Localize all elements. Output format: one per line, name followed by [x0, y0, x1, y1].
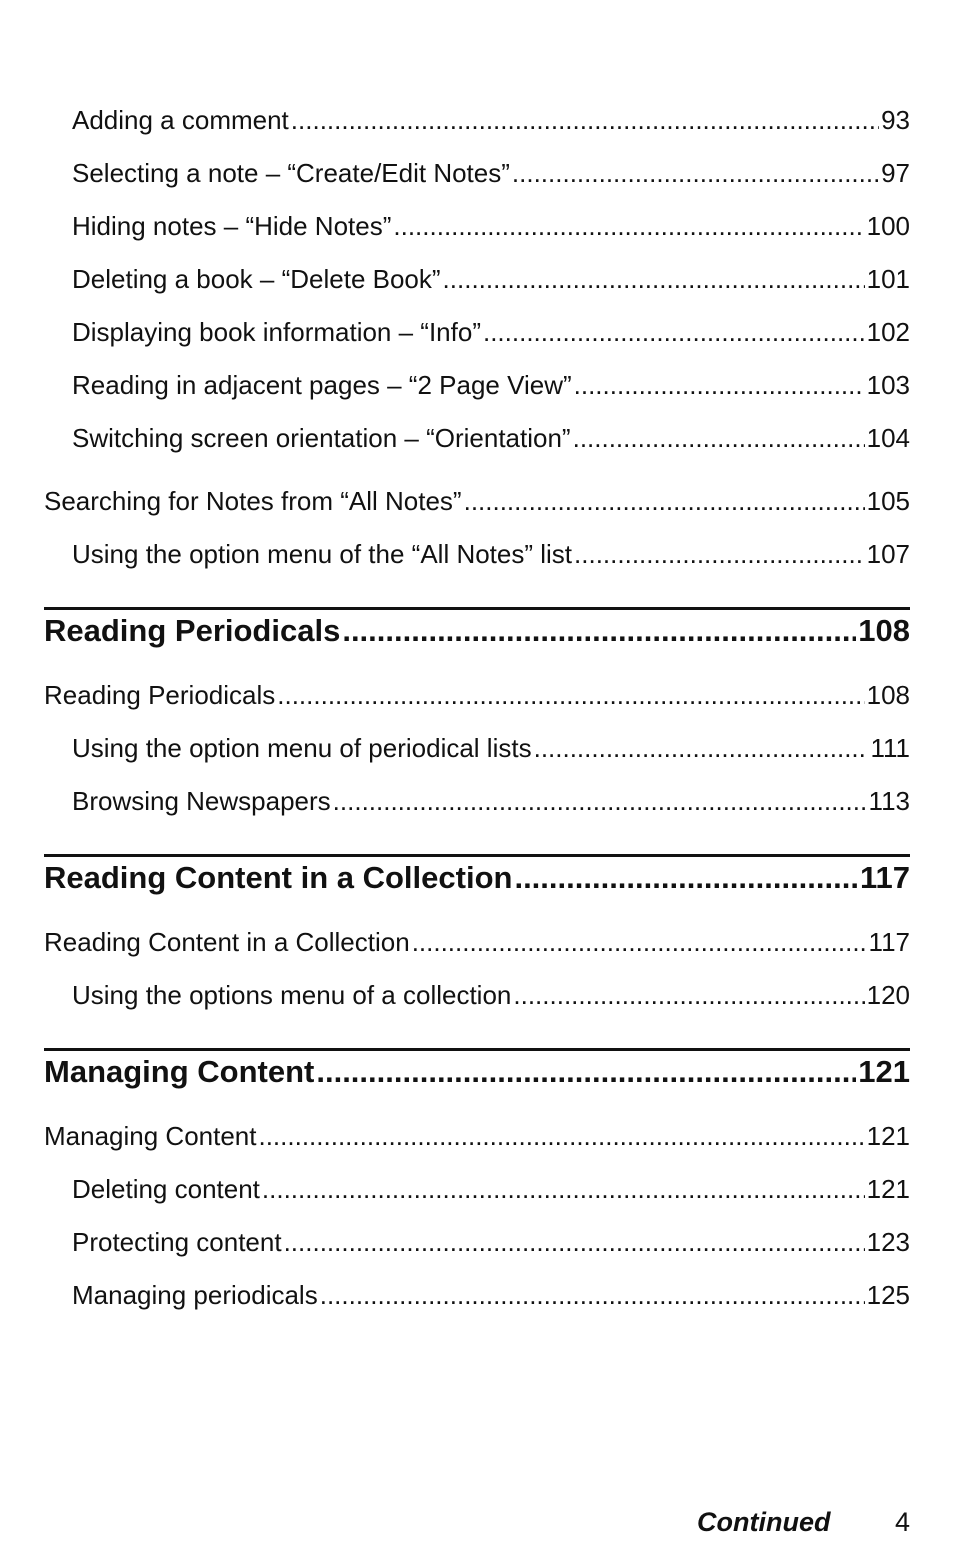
toc-entry-page: 97	[881, 158, 910, 188]
toc-entry	[44, 1121, 910, 1151]
toc-entry-page: 101	[866, 264, 910, 294]
toc-entry-page: 111	[870, 733, 910, 763]
toc-section-title: Reading Content in a Collection	[44, 860, 513, 895]
toc-entry-page: 108	[866, 680, 910, 710]
dot-leader	[258, 1121, 864, 1151]
dot-leader	[443, 264, 865, 294]
dot-leader	[320, 1280, 865, 1310]
toc-entry-title: Reading Periodicals	[44, 680, 276, 710]
continued-label: Continued	[697, 1507, 831, 1537]
toc-section-title: Reading Periodicals	[44, 613, 341, 648]
toc-entry-title: Using the options menu of a collection	[72, 980, 512, 1010]
toc-section-page: 108	[858, 613, 910, 648]
toc-entry-title: Using the option menu of periodical lists	[72, 733, 532, 763]
page-number: 4	[894, 1507, 910, 1537]
dot-leader	[342, 613, 856, 649]
dot-leader	[483, 317, 865, 347]
toc-entry-title: Browsing Newspapers	[72, 786, 331, 816]
toc-entry-title: Searching for Notes from “All Notes”	[44, 486, 462, 516]
toc-entry-page: 100	[866, 211, 910, 241]
section-rule	[44, 854, 910, 857]
toc-entry-page: 123	[866, 1227, 910, 1257]
toc-section-page: 121	[858, 1054, 910, 1089]
toc-entry-title: Managing periodicals	[72, 1280, 318, 1310]
toc-entry	[72, 370, 910, 400]
toc-entry-title: Adding a comment	[72, 105, 289, 135]
toc-entry-page: 93	[881, 105, 910, 135]
toc-entry-page: 103	[866, 370, 910, 400]
toc-section-title: Managing Content	[44, 1054, 315, 1089]
toc-entry	[72, 1280, 910, 1310]
toc-entry-page: 113	[868, 786, 910, 816]
toc-entry-title: Reading Content in a Collection	[44, 927, 410, 957]
dot-leader	[513, 980, 864, 1010]
dot-leader	[291, 105, 879, 135]
toc-entry-title: Hiding notes – “Hide Notes”	[72, 211, 392, 241]
toc-entry-title: Selecting a note – “Create/Edit Notes”	[72, 158, 510, 188]
toc-entry	[44, 680, 910, 710]
dot-leader	[573, 423, 865, 453]
toc-entry-page: 105	[866, 486, 910, 516]
toc-entry	[72, 158, 910, 188]
toc-entry-title: Deleting content	[72, 1174, 260, 1204]
toc-entry-page: 102	[866, 317, 910, 347]
toc-section-heading	[44, 860, 910, 896]
toc-entry-title: Displaying book information – “Info”	[72, 317, 481, 347]
dot-leader	[333, 786, 867, 816]
toc-entry	[72, 317, 910, 347]
dot-leader	[262, 1174, 865, 1204]
toc-entry	[72, 980, 910, 1010]
toc-entry	[44, 927, 910, 957]
section-rule	[44, 607, 910, 610]
dot-leader	[574, 370, 865, 400]
toc-entry-title: Deleting a book – “Delete Book”	[72, 264, 441, 294]
toc-entry	[72, 105, 910, 135]
dot-leader	[316, 1054, 856, 1090]
toc-entry	[72, 264, 910, 294]
dot-leader	[464, 486, 865, 516]
toc-entry-page: 107	[866, 539, 910, 569]
section-rule	[44, 1048, 910, 1051]
toc-entry-page: 117	[868, 927, 910, 957]
toc-entry-page: 120	[866, 980, 910, 1010]
toc-entry	[72, 423, 910, 453]
toc-entry-title: Protecting content	[72, 1227, 282, 1257]
toc-entry	[72, 1227, 910, 1257]
toc-entry-page: 121	[866, 1174, 910, 1204]
toc-entry-title: Switching screen orientation – “Orientation”	[72, 423, 571, 453]
dot-leader	[512, 158, 879, 188]
toc-entry	[72, 1174, 910, 1204]
dot-leader	[393, 211, 864, 241]
dot-leader	[277, 680, 864, 710]
toc-section-heading	[44, 613, 910, 649]
toc-entry-title: Managing Content	[44, 1121, 257, 1151]
toc-entry	[72, 733, 910, 763]
dot-leader	[412, 927, 867, 957]
toc-entry	[44, 486, 910, 516]
toc-entry	[72, 211, 910, 241]
toc-entry-title: Using the option menu of the “All Notes” list	[72, 539, 573, 569]
dot-leader	[284, 1227, 865, 1257]
toc-entry	[72, 539, 910, 569]
toc-entry	[72, 786, 910, 816]
toc-entry-page: 125	[866, 1280, 910, 1310]
dot-leader	[514, 860, 858, 896]
toc-entry-title: Reading in adjacent pages – “2 Page View”	[72, 370, 572, 400]
toc-entry-page: 104	[866, 423, 910, 453]
toc-entry-page: 121	[866, 1121, 910, 1151]
toc-section-page: 117	[859, 860, 910, 895]
dot-leader	[574, 539, 865, 569]
dot-leader	[534, 733, 869, 763]
toc-section-heading	[44, 1054, 910, 1090]
